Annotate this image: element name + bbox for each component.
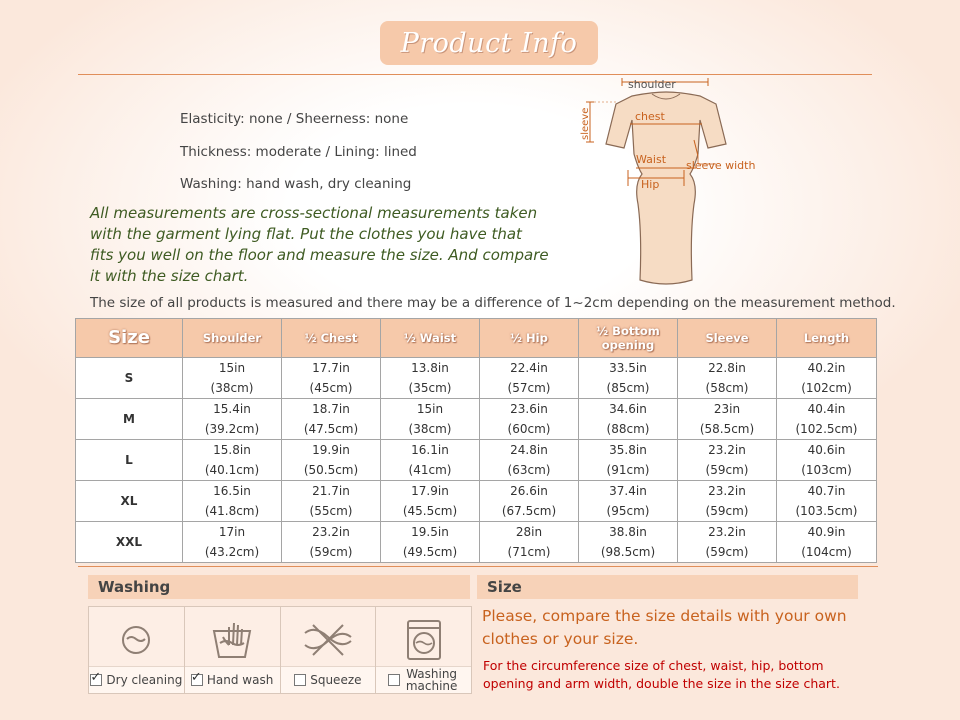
header-chest: ½ Chest <box>282 319 381 358</box>
value-inches: 33.5in <box>609 361 647 375</box>
wash-label-squeeze: Squeeze <box>310 673 362 687</box>
table-row <box>76 399 877 440</box>
wash-option-washing-machine <box>376 607 471 693</box>
value-centimeters: (41.8cm) <box>204 504 260 518</box>
property-washing: Washing: hand wash, dry cleaning <box>180 176 412 192</box>
size-value-cell <box>777 399 877 440</box>
value-centimeters: (45.5cm) <box>402 504 458 518</box>
value-inches: 40.2in <box>807 361 846 375</box>
wash-option-hand-wash <box>185 607 281 693</box>
value-centimeters: (38cm) <box>408 422 452 436</box>
label-hip: Hip <box>641 178 660 191</box>
value-centimeters: (35cm) <box>408 381 452 395</box>
header-size: Size <box>76 319 183 358</box>
size-value-cell <box>777 440 877 481</box>
washing-title: Washing <box>98 578 171 596</box>
value-inches: 40.4in <box>807 402 846 416</box>
value-centimeters: (50.5cm) <box>303 463 359 477</box>
value-centimeters: (49.5cm) <box>402 545 458 559</box>
value-inches: 21.7in <box>312 484 350 498</box>
size-value-cell <box>678 440 777 481</box>
value-centimeters: (103cm) <box>801 463 852 477</box>
size-value-cell <box>381 399 480 440</box>
property-thickness: Thickness: moderate / Lining: lined <box>180 144 417 160</box>
label-shoulder: shoulder <box>628 78 676 91</box>
size-value-cell <box>282 481 381 522</box>
no-wring-icon <box>301 615 355 665</box>
value-inches: 23in <box>713 402 741 416</box>
size-value-cell <box>480 440 579 481</box>
checkbox-unchecked[interactable] <box>294 674 306 686</box>
table-row <box>76 440 877 481</box>
value-inches: 17in <box>218 525 246 539</box>
size-value-cell <box>579 358 678 399</box>
value-inches: 15.4in <box>213 402 251 416</box>
size-label-cell: L <box>76 440 183 481</box>
size-label-cell: XL <box>76 481 183 522</box>
value-inches: 23.2in <box>312 525 350 539</box>
size-value-cell <box>777 358 877 399</box>
value-inches: 19.5in <box>411 525 449 539</box>
value-inches: 26.6in <box>510 484 548 498</box>
value-centimeters: (67.5cm) <box>501 504 557 518</box>
table-header-row <box>76 319 877 358</box>
size-value-cell <box>579 522 678 563</box>
size-value-cell <box>183 522 282 563</box>
value-inches: 37.4in <box>609 484 647 498</box>
header-shoulder: Shoulder <box>183 319 282 358</box>
dress-diagram <box>570 74 780 292</box>
washing-section-header <box>88 575 470 599</box>
value-inches: 40.7in <box>807 484 846 498</box>
value-centimeters: (71cm) <box>507 545 551 559</box>
wash-label-hand-wash: Hand wash <box>206 673 274 687</box>
size-value-cell <box>579 440 678 481</box>
value-inches: 22.8in <box>708 361 746 375</box>
value-centimeters: (88cm) <box>606 422 650 436</box>
label-chest: chest <box>635 110 665 123</box>
value-centimeters: (58cm) <box>705 381 749 395</box>
value-centimeters: (47.5cm) <box>303 422 359 436</box>
value-centimeters: (91cm) <box>606 463 650 477</box>
value-centimeters: (55cm) <box>309 504 353 518</box>
washing-icons-grid <box>88 606 472 694</box>
table-row <box>76 522 877 563</box>
value-inches: 15in <box>218 361 246 375</box>
size-label-cell: M <box>76 399 183 440</box>
value-inches: 16.5in <box>213 484 251 498</box>
size-value-cell <box>381 522 480 563</box>
value-centimeters: (85cm) <box>606 381 650 395</box>
value-centimeters: (41cm) <box>408 463 452 477</box>
value-centimeters: (59cm) <box>705 463 749 477</box>
value-centimeters: (59cm) <box>309 545 353 559</box>
value-inches: 34.6in <box>609 402 647 416</box>
size-double-note: For the circumference size of chest, waist, hip, bottom opening and arm width, double the size in the size chart. <box>483 658 840 691</box>
size-label-cell: XXL <box>76 522 183 563</box>
property-elasticity: Elasticity: none / Sheerness: none <box>180 111 409 127</box>
size-value-cell <box>678 358 777 399</box>
value-inches: 35.8in <box>609 443 647 457</box>
size-value-cell <box>282 358 381 399</box>
value-centimeters: (103.5cm) <box>795 504 858 518</box>
label-waist: Waist <box>636 153 667 166</box>
value-inches: 40.6in <box>807 443 846 457</box>
value-centimeters: (45cm) <box>309 381 353 395</box>
value-centimeters: (38cm) <box>210 381 254 395</box>
value-centimeters: (95cm) <box>606 504 650 518</box>
value-inches: 15.8in <box>213 443 251 457</box>
size-section-header <box>477 575 858 599</box>
value-centimeters: (98.5cm) <box>600 545 656 559</box>
size-value-cell <box>381 440 480 481</box>
checkbox-checked[interactable] <box>191 674 203 686</box>
size-value-cell <box>381 358 480 399</box>
header-waist: ½ Waist <box>381 319 480 358</box>
value-centimeters: (59cm) <box>705 545 749 559</box>
value-inches: 23.6in <box>510 402 548 416</box>
size-value-cell <box>282 399 381 440</box>
value-centimeters: (63cm) <box>507 463 551 477</box>
size-value-cell <box>282 440 381 481</box>
value-inches: 17.9in <box>411 484 449 498</box>
wash-label-washing-machine: Washing machine <box>405 667 458 693</box>
size-value-cell <box>777 481 877 522</box>
dress-shape <box>606 92 726 284</box>
size-chart-table <box>75 318 877 563</box>
value-centimeters: (59cm) <box>705 504 749 518</box>
value-inches: 38.8in <box>609 525 647 539</box>
checkbox-checked[interactable] <box>90 674 102 686</box>
value-centimeters: (58.5cm) <box>699 422 755 436</box>
bottom-divider <box>78 566 878 567</box>
size-value-cell <box>282 522 381 563</box>
size-value-cell <box>579 399 678 440</box>
value-inches: 23.2in <box>708 443 746 457</box>
wash-option-squeeze <box>281 607 377 693</box>
size-value-cell <box>678 481 777 522</box>
size-value-cell <box>183 399 282 440</box>
value-inches: 13.8in <box>411 361 449 375</box>
size-compare-text: Please, compare the size details with your own clothes or your size. <box>482 607 847 648</box>
size-value-cell <box>183 358 282 399</box>
value-centimeters: (57cm) <box>507 381 551 395</box>
size-value-cell <box>183 440 282 481</box>
value-inches: 18.7in <box>312 402 350 416</box>
label-sleeve-width: sleeve width <box>686 159 756 172</box>
value-inches: 15in <box>416 402 444 416</box>
hand-wash-icon <box>207 615 257 665</box>
wash-option-dry-cleaning <box>89 607 185 693</box>
value-inches: 23.2in <box>708 484 746 498</box>
dry-cleaning-icon <box>111 615 161 665</box>
header-bottom-opening: ½ Bottom opening <box>579 319 678 358</box>
size-value-cell <box>381 481 480 522</box>
value-centimeters: (102cm) <box>801 381 852 395</box>
table-row <box>76 481 877 522</box>
size-value-cell <box>183 481 282 522</box>
size-value-cell <box>678 522 777 563</box>
wash-label-dry-cleaning: Dry cleaning <box>106 673 183 687</box>
measurement-note: All measurements are cross-sectional measurements taken with the garment lying flat. Put the clothes you have that fits you well on the floor and measure the size. And compare it with the size chart. <box>90 204 549 285</box>
size-value-cell <box>480 399 579 440</box>
value-inches: 19.9in <box>312 443 350 457</box>
value-inches: 22.4in <box>510 361 548 375</box>
washing-machine-icon <box>399 615 449 665</box>
value-centimeters: (39.2cm) <box>204 422 260 436</box>
value-centimeters: (102.5cm) <box>795 422 858 436</box>
header-sleeve: Sleeve <box>678 319 777 358</box>
checkbox-unchecked[interactable] <box>388 674 400 686</box>
table-row <box>76 358 877 399</box>
value-centimeters: (40.1cm) <box>204 463 260 477</box>
title-banner <box>380 21 598 65</box>
value-inches: 23.2in <box>708 525 746 539</box>
value-inches: 28in <box>515 525 543 539</box>
size-value-cell <box>480 358 579 399</box>
label-sleeve: sleeve <box>580 107 591 140</box>
value-centimeters: (104cm) <box>801 545 852 559</box>
header-length: Length <box>777 319 877 358</box>
page-title: Product Info <box>400 27 578 59</box>
value-inches: 17.7in <box>312 361 350 375</box>
value-inches: 24.8in <box>510 443 548 457</box>
size-value-cell <box>777 522 877 563</box>
measurement-disclaimer: The size of all products is measured and there may be a difference of 1~2cm depending on the measurement method. <box>90 295 896 311</box>
value-inches: 40.9in <box>807 525 846 539</box>
value-inches: 16.1in <box>411 443 449 457</box>
size-value-cell <box>678 399 777 440</box>
size-label-cell: S <box>76 358 183 399</box>
size-value-cell <box>480 522 579 563</box>
value-centimeters: (60cm) <box>507 422 551 436</box>
value-centimeters: (43.2cm) <box>204 545 260 559</box>
size-value-cell <box>579 481 678 522</box>
size-section-title: Size <box>487 578 522 596</box>
header-hip: ½ Hip <box>480 319 579 358</box>
size-value-cell <box>480 481 579 522</box>
